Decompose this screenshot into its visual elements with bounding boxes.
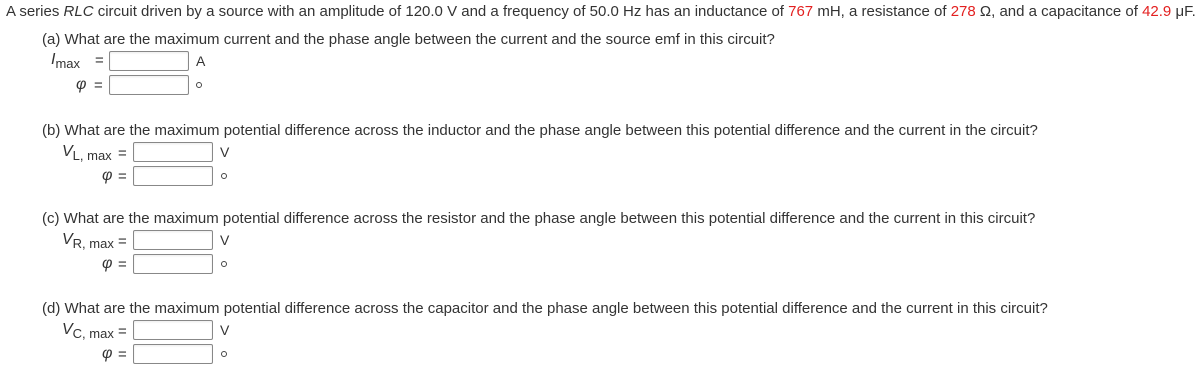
phi-label: φ [76,76,87,93]
imax-input[interactable] [109,51,189,71]
vc-max-label: $V_{C, max}$ [62,321,114,341]
intro-mid2: mH, a resistance of [813,3,951,20]
phase-angle-a-input[interactable] [109,75,189,95]
question-a: (a) What are the maximum current and the phase angle between the current and the source emf in this circuit? [42,31,775,48]
equals-sign: = [118,168,127,185]
vr-max-label: $V_{R, max}$ [62,231,114,251]
unit-volts: V [220,322,230,338]
phi-label: φ [102,255,113,272]
unit-volts: V [220,144,230,160]
question-d: (d) What are the maximum potential difference across the capacitor and the phase angle between this potential difference and the current in this circuit? [42,300,1048,317]
degree-icon [221,351,227,357]
problem-statement [6,3,1196,20]
intro-rlc: RLC [63,3,94,20]
inductance-value: 767 [788,3,814,20]
unit-volts: V [220,232,230,248]
degree-icon [221,173,227,179]
equals-sign: = [118,323,127,340]
phase-angle-b-input[interactable] [133,166,213,186]
equals-sign: = [94,77,103,94]
intro-mid1: circuit driven by a source with an amplitude of 120.0 V and a frequency of 50.0 Hz has an inductance of [93,3,789,20]
vl-max-label: $V_{L, max}$ [62,143,112,163]
question-c: (c) What are the maximum potential difference across the resistor and the phase angle between this potential difference and the current in this circuit? [42,210,1036,227]
vr-max-input[interactable] [133,230,213,250]
phi-label: φ [102,345,113,362]
degree-icon [221,261,227,267]
vl-max-input[interactable] [133,142,213,162]
phase-angle-d-input[interactable] [133,344,213,364]
resistance-value: 278 [950,3,976,20]
equals-sign: = [118,233,127,250]
degree-icon [196,82,202,88]
question-b: (b) What are the maximum potential difference across the inductor and the phase angle between this potential difference and the current in the circuit? [42,122,1038,139]
capacitance-value: 42.9 [1142,3,1172,20]
equals-sign: = [118,346,127,363]
imax-label: $I_{max}$ [51,51,81,71]
vc-max-input[interactable] [133,320,213,340]
intro-mid3: Ω, and a capacitance of [975,3,1143,20]
intro-suffix: μF. [1171,3,1196,20]
equals-sign: = [118,145,127,162]
unit-amperes: A [196,53,206,69]
equals-sign: = [95,52,104,69]
phase-angle-c-input[interactable] [133,254,213,274]
intro-prefix: A series [6,3,64,20]
equals-sign: = [118,256,127,273]
phi-label: φ [102,167,113,184]
